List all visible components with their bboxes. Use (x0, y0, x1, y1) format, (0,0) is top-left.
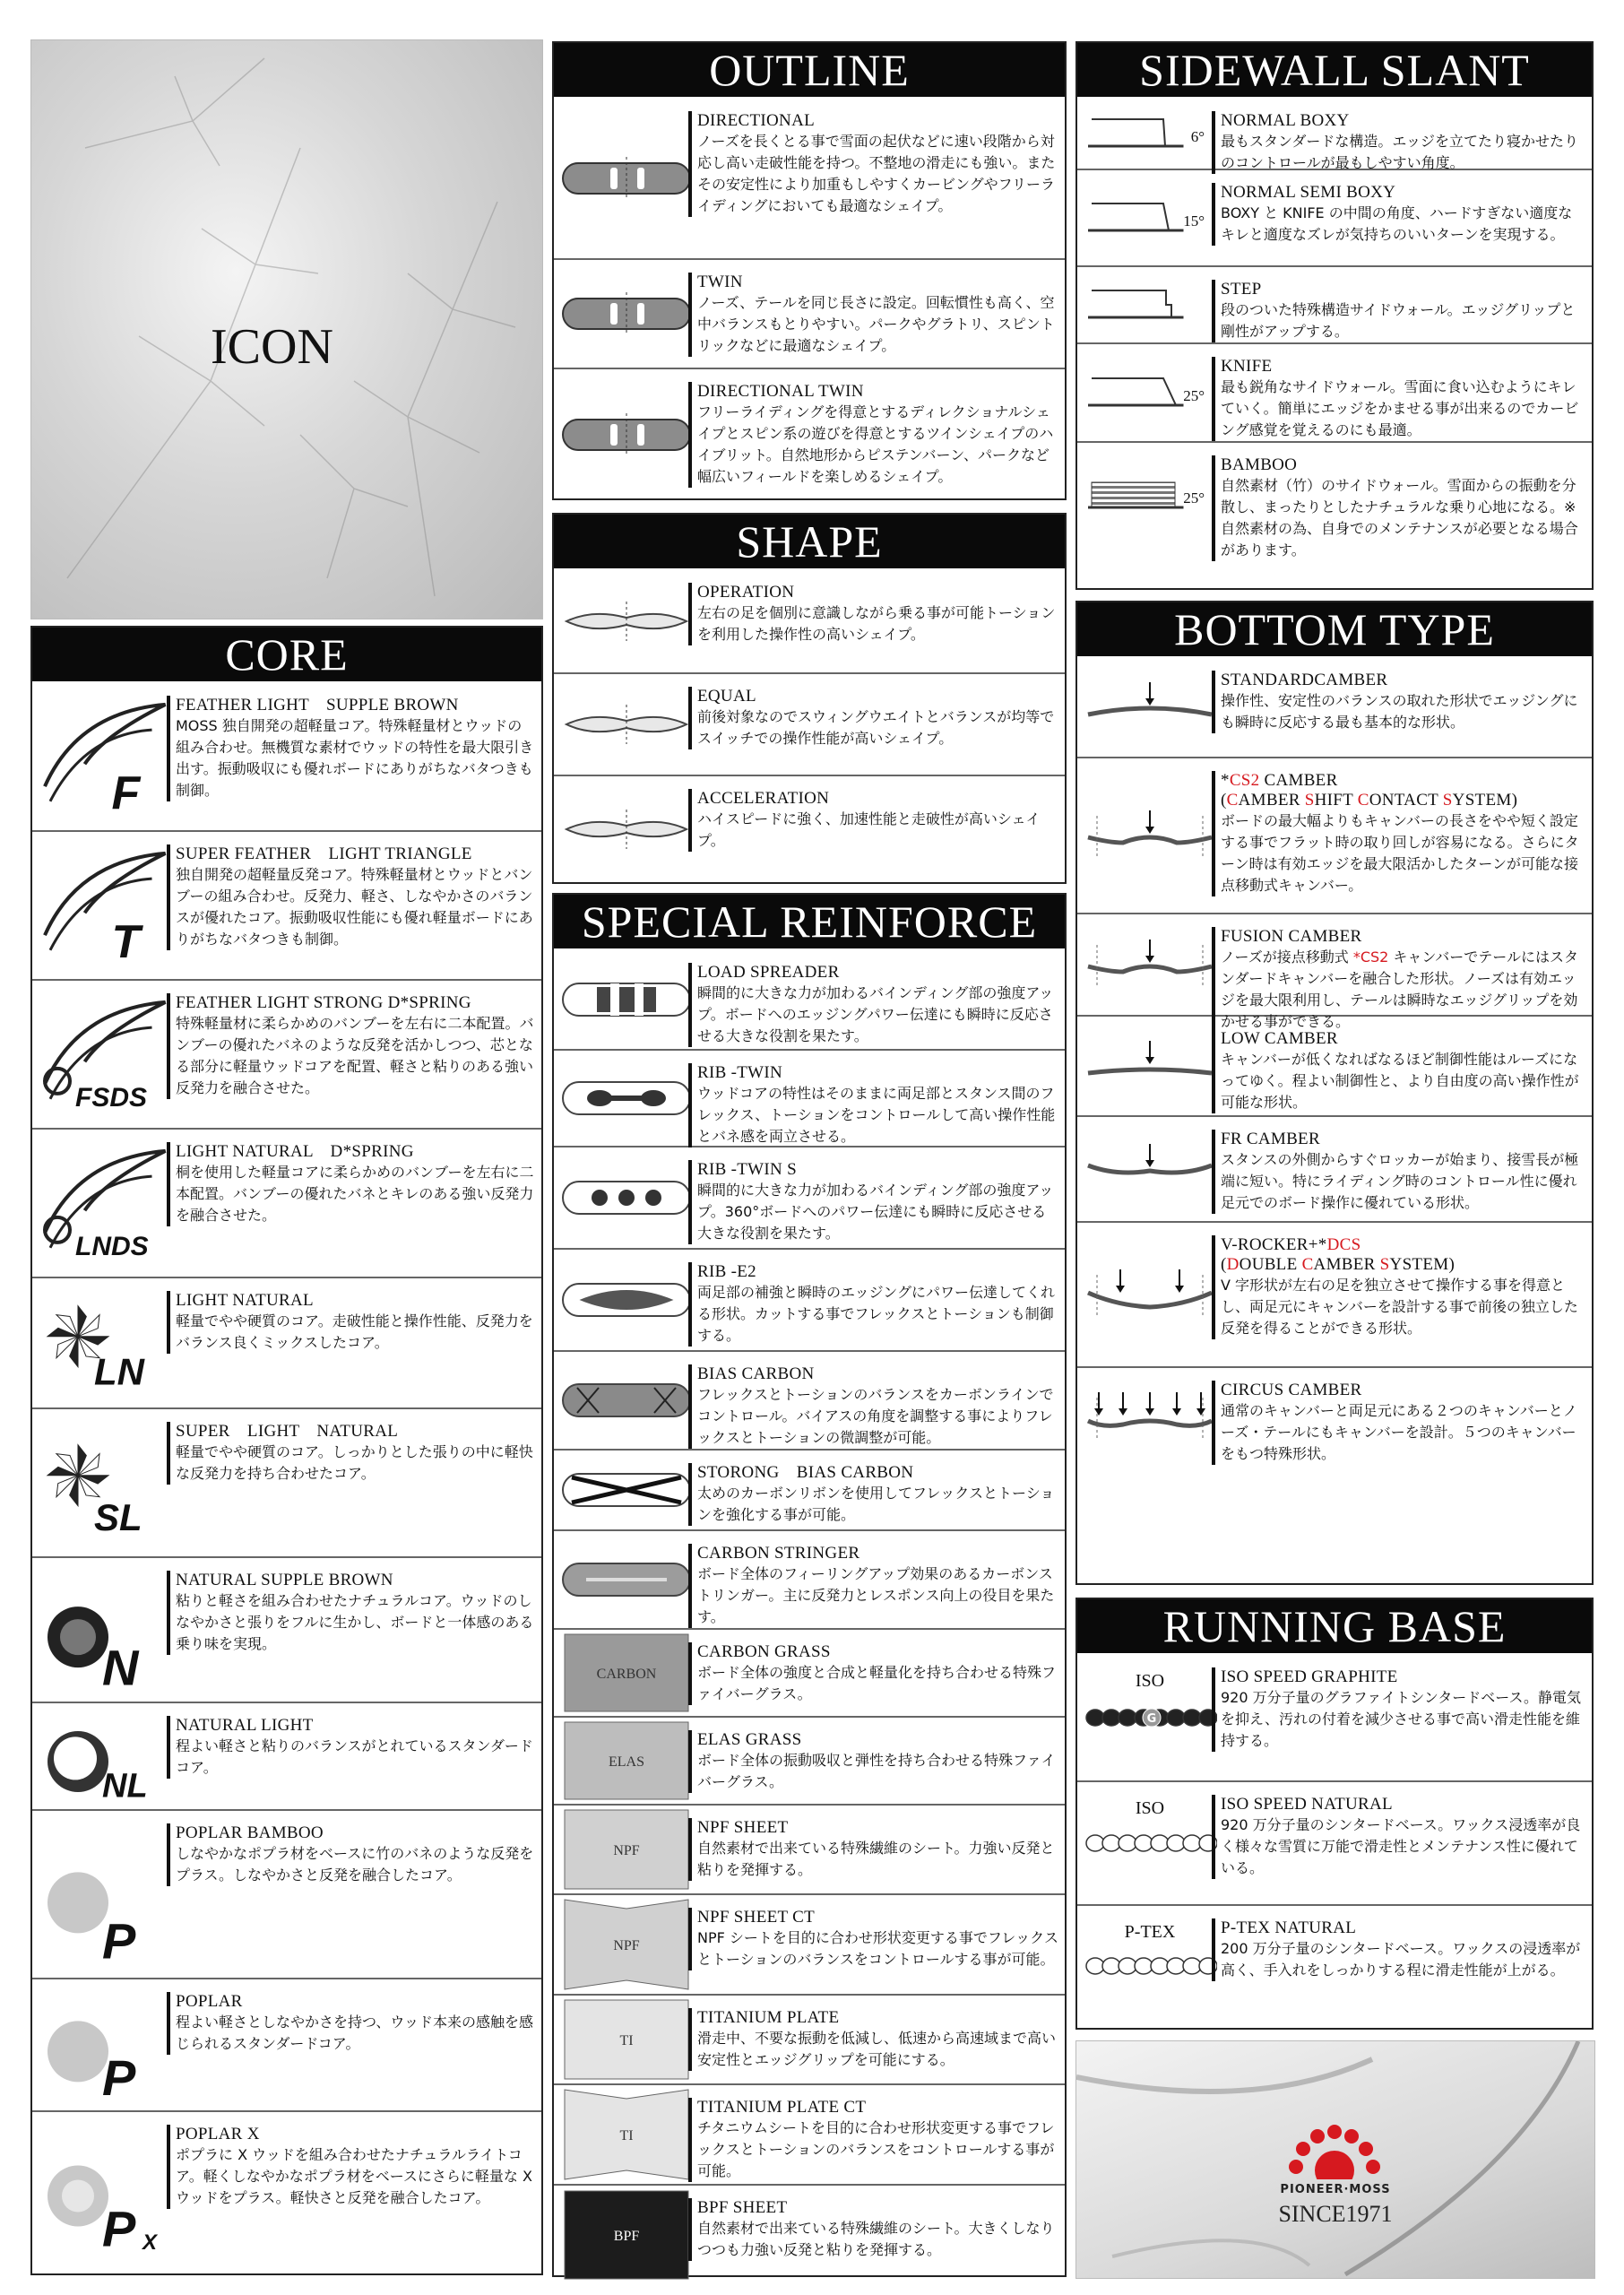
sidewall-text (1212, 183, 1586, 246)
reinforce-item (554, 1250, 1065, 1352)
core-item-title: LIGHT NATURAL (176, 1291, 314, 1310)
outline-icon (559, 260, 694, 368)
brand-since: SINCE1971 (1278, 2201, 1393, 2227)
outline-item-title: TWIN (697, 273, 743, 291)
shape-text (688, 583, 1059, 645)
reinforce-icon (559, 1630, 694, 1716)
shape-item-title: ACCELERATION (697, 789, 830, 808)
running-header: RUNNING BASE (1077, 1599, 1592, 1653)
core-item-title: SUPER FEATHER LIGHT TRIANGLE (176, 844, 472, 863)
sidewall-icon (1083, 443, 1217, 547)
core-item-title: POPLAR BAMBOO (176, 1823, 324, 1842)
core-item-desc: 特殊軽量材に柔らかめのバンブーを左右に二本配置。バンブーの優れたバネのような反発を活かしつつ、芯となる部分に軽量ウッドコアを配置、軽さと粘りのある強い反発力を融合させた。 (176, 1015, 534, 1096)
core-item-title: FEATHER LIGHT SUPPLE BROWN (176, 696, 459, 714)
core-text (167, 1142, 536, 1226)
sidewall-item (1077, 344, 1592, 443)
bottom-text (1212, 671, 1586, 733)
core-icon (38, 2112, 172, 2265)
reinforce-icon (559, 2186, 694, 2284)
reinforce-text (688, 1463, 1059, 1526)
core-text (167, 1716, 536, 1779)
reinforce-item-title: LOAD SPREADER (697, 963, 840, 982)
svg-text:BPF: BPF (613, 2229, 640, 2244)
bottom-item (1077, 658, 1592, 758)
hero-title: ICON (211, 319, 333, 375)
reinforce-item (554, 1806, 1065, 1895)
outline-text (688, 273, 1059, 357)
bottom-item-desc: 操作性、安定性のバランスの取れた形状でエッジングにも瞬時に反応する最も基本的な形状。 (1221, 692, 1578, 731)
sidewall-icon (1083, 99, 1217, 169)
outline-item-desc: フリーライディングを得意とするディレクショナルシェイプとスピン系の遊びを得意とするツインシェイプのハイブリット。自然地形からピステンバーン、パークなど幅広いフィールドを楽しめるシェイプ。 (697, 403, 1054, 485)
bottom-item-subtitle: (CAMBER SHIFT CONTACT SYSTEM) (1221, 791, 1518, 810)
core-text (167, 2125, 536, 2209)
reinforce-item-title: STORONG BIAS CARBON (697, 1463, 914, 1482)
reinforce-item-title: BPF SHEET (697, 2198, 788, 2217)
outline-text (688, 382, 1059, 488)
bottom-item (1077, 1017, 1592, 1117)
core-item (32, 1811, 541, 1979)
outline-item-title: DIRECTIONAL TWIN (697, 382, 864, 401)
reinforce-item (554, 1352, 1065, 1451)
reinforce-item-title: RIB -E2 (697, 1262, 756, 1281)
bottom-item-desc: ボードの最大幅よりもキャンバーの長さをやや短く設定する事でフラット時の取り回しが容易になる。さらにターン時は有効エッジを最大限活かしたターンが可能な接点移動式キャンバー。 (1221, 812, 1579, 894)
core-header: CORE (32, 628, 541, 681)
bottom-item-title: FUSION CAMBER (1221, 927, 1362, 946)
running-item-desc: 920 万分子量のグラファイトシンタードベース。静電気を抑え、汚れの付着を減少させる事で高い滑走性能を維持する。 (1221, 1689, 1581, 1749)
core-icon (38, 683, 172, 830)
reinforce-item-desc: ボード全体のフィーリングアップ効果のあるカーボンストリンガー。主に反発力とレスポンス向上の役目を果たす。 (697, 1565, 1055, 1625)
core-item-desc: 程よい軽さと粘りのバランスがとれているスタンダードコア。 (176, 1737, 533, 1776)
sidewall-item-title: KNIFE (1221, 357, 1273, 376)
core-item (32, 832, 541, 981)
reinforce-item (554, 1718, 1065, 1806)
bottom-text (1212, 1381, 1586, 1465)
shape-item (554, 776, 1065, 882)
svg-text:G: G (1146, 1712, 1157, 1726)
svg-text:NPF: NPF (613, 1843, 640, 1858)
reinforce-icon (559, 1806, 694, 1893)
reinforce-item-title: CARBON GRASS (697, 1642, 831, 1661)
core-item-title: POPLAR (176, 1992, 243, 2011)
reinforce-item-desc: 自然素材で出来ている特殊繊維のシート。力強い反発と粘りを発揮する。 (697, 1840, 1055, 1878)
reinforce-item-desc: 自然素材で出来ている特殊繊維のシート。大きくしなりつつも力強い反発と粘りを発揮する。 (697, 2220, 1055, 2258)
sidewall-icon (1083, 170, 1217, 265)
core-icon (38, 1409, 172, 1556)
core-item-desc: 桐を使用した軽量コアに柔らかめのバンブーを左右に二本配置。バンブーの優れたバネとキレのある強い反発力を融合させた。 (176, 1164, 534, 1224)
bottom-text (1212, 771, 1586, 896)
reinforce-text (688, 1364, 1059, 1449)
bottom-item (1077, 1223, 1592, 1368)
bottom-item-title: CIRCUS CAMBER (1221, 1381, 1362, 1399)
reinforce-text (688, 1063, 1059, 1148)
sidewall-text (1212, 111, 1586, 174)
running-item-title: ISO SPEED NATURAL (1221, 1795, 1393, 1814)
running-item (1077, 1906, 1592, 2026)
svg-text:X: X (143, 2230, 158, 2255)
core-text (167, 1992, 536, 2055)
sidewall-item-title: BAMBOO (1221, 455, 1298, 474)
core-item (32, 1703, 541, 1811)
core-text (167, 696, 536, 801)
shape-item-desc: 前後対象なのでスウィングウエイトとバランスが均等でスイッチでの操作性能が高いシェイプ。 (697, 708, 1055, 747)
bottom-text (1212, 1235, 1586, 1339)
bottom-item-title: LOW CAMBER (1221, 1029, 1338, 1048)
sidewall-item (1077, 443, 1592, 559)
core-item (32, 1558, 541, 1703)
sidewall-item-desc: BOXY と KNIFE の中間の角度、ハードすぎない適度なキレと適度なズレが気持ちのいいターンを実現する。 (1221, 204, 1573, 243)
core-item-title: POPLAR X (176, 2125, 260, 2143)
reinforce-item-title: TITANIUM PLATE CT (697, 2098, 867, 2117)
core-panel (30, 626, 543, 2275)
sidewall-item (1077, 267, 1592, 344)
bottom-text (1212, 1130, 1586, 1214)
reinforce-icon (559, 1718, 694, 1804)
core-item-desc: ポプラに X ウッドを組み合わせたナチュラルライトコア。軽くしなやかなポプラ材をベースにさらに軽量な X ウッドをプラス。軽快さと反発を融合したコア。 (176, 2146, 532, 2206)
core-icon (38, 1278, 172, 1407)
svg-text:TI: TI (619, 2128, 634, 2143)
bottom-item-title: STANDARDCAMBER (1221, 671, 1388, 689)
running-item (1077, 1655, 1592, 1782)
shape-icon (559, 570, 694, 672)
pioneer-moss-logo (1276, 2117, 1393, 2179)
core-item-desc: 独自開発の超軽量反発コア。特殊軽量材とウッドとバンブーの組み合わせ。反発力、軽さ、しなやかさのバランスが優れたコア。振動吸収性能にも優れ軽量ボードにありがちなバタつきも制御。 (176, 866, 533, 948)
svg-text:P: P (102, 1912, 136, 1970)
reinforce-icon (559, 1996, 694, 2083)
svg-text:NL: NL (102, 1767, 148, 1806)
sidewall-text (1212, 455, 1586, 561)
reinforce-item-title: RIB -TWIN S (697, 1160, 797, 1179)
reinforce-item-title: NPF SHEET (697, 1818, 789, 1837)
reinforce-text (688, 1908, 1059, 1970)
reinforce-item (554, 2085, 1065, 2186)
brand-name: PIONEER·MOSS (1280, 2183, 1391, 2196)
bottom-icon (1083, 1017, 1217, 1115)
reinforce-item (554, 950, 1065, 1051)
reinforce-item-title: NPF SHEET CT (697, 1908, 815, 1927)
svg-text:N: N (102, 1639, 139, 1696)
outline-item (554, 99, 1065, 260)
sidewall-panel (1075, 41, 1594, 590)
sidewall-angle: 6° (1190, 128, 1205, 145)
reinforce-item-desc: ウッドコアの特性はそのままに両足部とスタンス間のフレックス、トーションをコントロールして高い操作性能とバネ感を両立させる。 (697, 1085, 1056, 1145)
core-icon (38, 1979, 172, 2110)
reinforce-item (554, 1451, 1065, 1531)
bottom-item (1077, 1368, 1592, 1467)
outline-header: OUTLINE (554, 43, 1065, 97)
brand-photo (1075, 2040, 1595, 2279)
sidewall-icon (1083, 344, 1217, 441)
bottom-item-desc: 通常のキャンバーと両足元にある２つのキャンバーとノーズ・テールにもキャンバーを設計。５つのキャンバーをもつ特殊形状。 (1221, 1402, 1577, 1462)
core-text (167, 1571, 536, 1655)
running-item-desc: 200 万分子量のシンタードベース。ワックスの浸透率が高く、手入れをしっかりする程に滑走性能が上がる。 (1221, 1940, 1581, 1979)
reinforce-item-title: RIB -TWIN (697, 1063, 783, 1082)
reinforce-icon (559, 1051, 694, 1146)
core-item-desc: MOSS 独自開発の超軽量コア。特殊軽量材とウッドの組み合わせ。無機質な素材でウッドの特性を最大限引き出す。振動吸収にも優れボードにありがちなバタつきも制御。 (176, 717, 534, 799)
core-icon (38, 981, 172, 1128)
core-item (32, 981, 541, 1130)
reinforce-text (688, 2098, 1059, 2182)
reinforce-text (688, 963, 1059, 1047)
reinforce-text (688, 2198, 1059, 2261)
reinforce-icon (559, 950, 694, 1049)
core-item-title: NATURAL SUPPLE BROWN (176, 1571, 393, 1589)
reinforce-text (688, 1642, 1059, 1705)
bottom-panel (1075, 601, 1594, 1585)
running-text (1212, 1795, 1586, 1879)
reinforce-item-title: ELAS GRASS (697, 1730, 802, 1749)
core-text (167, 1291, 536, 1354)
shape-text (688, 687, 1059, 749)
bottom-header: BOTTOM TYPE (1077, 602, 1592, 656)
shape-item (554, 674, 1065, 776)
reinforce-item (554, 1051, 1065, 1148)
bottom-item-title: FR CAMBER (1221, 1130, 1320, 1148)
shape-item (554, 570, 1065, 674)
sidewall-item-title: NORMAL BOXY (1221, 111, 1350, 130)
core-item (32, 1278, 541, 1409)
reinforce-item-desc: ボード全体の振動吸収と弾性を持ち合わせる特殊ファイバーグラス。 (697, 1752, 1056, 1790)
reinforce-item (554, 2186, 1065, 2284)
bottom-text (1212, 1029, 1586, 1113)
sidewall-item-desc: 最もスタンダードな構造。エッジを立てたり寝かせたりのコントロールが最もしやすい角度。 (1221, 133, 1579, 171)
reinforce-item-desc: 瞬間的に大きな力が加わるバインディング部の強度アップ。360°ボードへのパワー伝達にも瞬時に反応させる大きな役割を果たす。 (697, 1182, 1054, 1242)
running-item-title: ISO SPEED GRAPHITE (1221, 1667, 1398, 1686)
reinforce-item-desc: 両足部の補強と瞬時のエッジングにパワー伝達してくれる形状。カットする事でフレックスとトーションも制御する。 (697, 1284, 1055, 1344)
svg-text:F: F (111, 767, 141, 820)
shape-header: SHAPE (554, 515, 1065, 568)
shape-item-desc: ハイスピードに強く、加速性能と走破性が高いシェイプ。 (697, 810, 1041, 849)
shape-item-title: EQUAL (697, 687, 756, 706)
reinforce-icon (559, 2085, 694, 2184)
reinforce-item (554, 1630, 1065, 1718)
svg-text:T: T (111, 916, 141, 969)
reinforce-item-title: TITANIUM PLATE (697, 2008, 840, 2027)
running-item-desc: 920 万分子量のシンタードベース。ワックス浸透率が良く様々な雪質に万能で滑走性とメンテナンス性に優れている。 (1221, 1816, 1581, 1876)
reinforce-item-desc: ボード全体の強度と合成と軽量化を持ち合わせる特殊ファイバーグラス。 (697, 1664, 1057, 1702)
bottom-icon (1083, 1117, 1217, 1221)
core-icon (38, 1703, 172, 1809)
reinforce-item-desc: NPF シートを目的に合わせ形状変更する事でフレックスとトーションのバランスをコントロールする事が可能。 (697, 1929, 1058, 1968)
reinforce-icon (559, 1451, 694, 1529)
reinforce-text (688, 1160, 1059, 1244)
core-item (32, 1130, 541, 1278)
running-item (1077, 1782, 1592, 1906)
shape-icon (559, 776, 694, 882)
svg-text:SL: SL (94, 1496, 143, 1539)
sidewall-angle: 25° (1183, 387, 1205, 404)
bottom-item (1077, 1117, 1592, 1223)
running-text (1212, 1667, 1586, 1752)
core-item (32, 1979, 541, 2112)
sidewall-header: SIDEWALL SLANT (1077, 43, 1592, 97)
reinforce-item (554, 1895, 1065, 1996)
running-text (1212, 1918, 1586, 1981)
reinforce-icon (559, 1250, 694, 1350)
sidewall-item-title: NORMAL SEMI BOXY (1221, 183, 1396, 202)
shape-icon (559, 674, 694, 775)
bottom-item (1077, 914, 1592, 1030)
reinforce-item-desc: チタニウムシートを目的に合わせ形状変更する事でフレックスとトーションのバランスをコントロールする事が可能。 (697, 2119, 1055, 2179)
sidewall-text (1212, 280, 1586, 342)
core-text (167, 844, 536, 950)
outline-icon (559, 369, 694, 500)
svg-text:TI: TI (619, 2033, 634, 2048)
reinforce-item-desc: フレックスとトーションのバランスをカーボンラインでコントロール。バイアスの角度を調整する事によりフレックスとトーションの微調整が可能。 (697, 1386, 1054, 1446)
bottom-icon (1083, 658, 1217, 757)
core-icon (38, 832, 172, 979)
core-item-desc: 軽量でやや硬質のコア。しっかりとした張りの中に軽快な反発力を持ち合わせたコア。 (176, 1443, 533, 1482)
running-icon (1083, 1655, 1217, 1780)
shape-item-title: OPERATION (697, 583, 795, 602)
running-base-label: P-TEX (1124, 1922, 1176, 1942)
svg-text:LNDS: LNDS (75, 1232, 149, 1262)
core-icon (38, 1130, 172, 1277)
svg-text:P: P (102, 2049, 136, 2107)
running-base-label: ISO (1135, 1798, 1165, 1818)
reinforce-icon (559, 1895, 694, 1994)
reinforce-item-title: CARBON STRINGER (697, 1544, 860, 1563)
bottom-icon (1083, 758, 1217, 913)
outline-icon (559, 99, 694, 258)
sidewall-item-desc: 段のついた特殊構造サイドウォール。エッジグリップと剛性がアップする。 (1221, 301, 1576, 340)
bottom-item-desc: キャンバーが低くなればなるほど制御性能はルーズになってゆく。程よい制御性と、より自由度の高い操作性が可能な形状。 (1221, 1051, 1579, 1111)
core-icon (38, 1558, 172, 1702)
core-item-desc: しなやかなポプラ材をベースに竹のバネのような反発をプラス。しなやかさと反発を融合したコア。 (176, 1845, 534, 1884)
svg-text:NPF: NPF (613, 1938, 640, 1953)
core-item (32, 1409, 541, 1558)
outline-panel (552, 41, 1067, 500)
bottom-icon (1083, 1223, 1217, 1366)
outline-item-desc: ノーズ、テールを同じ長さに設定。回転慣性も高く、空中バランスもとりやすい。パークやグラトリ、スピントリックなどに最適なシェイプ。 (697, 294, 1055, 354)
reinforce-text (688, 2008, 1059, 2071)
shape-text (688, 789, 1059, 852)
outline-item-desc: ノーズを長くとる事で雪面の起伏などに速い段階から対応し高い走破性能を持つ。不整地の滑走にも強い。またその安定性により加重もしやすくカービングやフリーライディングにおいても最適なシェイプ。 (697, 133, 1056, 214)
bottom-item (1077, 758, 1592, 914)
bottom-icon (1083, 1368, 1217, 1467)
running-base-label: ISO (1135, 1671, 1165, 1691)
outline-text (688, 111, 1059, 217)
reinforce-text (688, 1544, 1059, 1628)
core-item-desc: 程よい軽さとしなやかさを持つ、ウッド本来の感触を感じられるスタンダードコア。 (176, 2014, 534, 2052)
svg-text:ELAS: ELAS (609, 1754, 644, 1770)
core-text (167, 1823, 536, 1886)
running-icon (1083, 1782, 1217, 1904)
sidewall-angle: 25° (1183, 489, 1205, 507)
svg-text:LN: LN (94, 1350, 144, 1393)
reinforce-icon (559, 1352, 694, 1449)
shape-item-desc: 左右の足を個別に意識しながら乗る事が可能トーションを利用した操作性の高いシェイプ。 (697, 604, 1056, 643)
sidewall-icon (1083, 267, 1217, 342)
reinforce-text (688, 1730, 1059, 1793)
shape-panel (552, 513, 1067, 884)
outline-item (554, 260, 1065, 369)
running-panel (1075, 1598, 1594, 2030)
reinforce-header: SPECIAL REINFORCE (554, 895, 1065, 948)
bottom-item-desc: V 字形状が左右の足を独立させて操作する事を得意とし、両足元にキャンバーを設計する事で前後の独立した反発を得ることができる形状。 (1221, 1277, 1578, 1337)
svg-text:CARBON: CARBON (596, 1667, 657, 1682)
core-text (167, 1422, 536, 1485)
outline-item-title: DIRECTIONAL (697, 111, 816, 130)
core-item-title: FEATHER LIGHT STRONG D*SPRING (176, 993, 471, 1012)
outline-item (554, 369, 1065, 500)
sidewall-item (1077, 170, 1592, 267)
sidewall-text (1212, 357, 1586, 441)
core-item-title: LIGHT NATURAL D*SPRING (176, 1142, 414, 1161)
bottom-item-title: *CS2 CAMBER (1221, 771, 1338, 790)
running-icon (1083, 1906, 1217, 2026)
core-item (32, 2112, 541, 2265)
reinforce-item (554, 1148, 1065, 1250)
bottom-item-title: V-ROCKER+*DCS (1221, 1235, 1361, 1254)
svg-text:FSDS: FSDS (75, 1083, 148, 1113)
core-item-desc: 軽量でやや硬質のコア。走破性能と操作性能、反発力をバランス良くミックスしたコア。 (176, 1312, 533, 1351)
reinforce-item-desc: 太めのカーボンリボンを使用してフレックスとトーションを強化する事が可能。 (697, 1485, 1055, 1523)
bottom-item-subtitle: (DOUBLE CAMBER SYSTEM) (1221, 1255, 1456, 1274)
reinforce-item (554, 1996, 1065, 2085)
reinforce-item (554, 1531, 1065, 1630)
running-item-title: P-TEX NATURAL (1221, 1918, 1357, 1937)
sidewall-item-title: STEP (1221, 280, 1262, 299)
core-item-desc: 粘りと軽さを組み合わせたナチュラルコア。ウッドのしなやかさと張りをフルに生かし、ボードと一体感のある乗り味を実現。 (176, 1592, 534, 1652)
bottom-item-desc: ノーズが接点移動式 *CS2 キャンバーでテールにはスタンダードキャンバーを融合した形状。ノーズは有効エッジを最大限利用し、テールは瞬時なエッジグリップを効かせる事ができる。 (1221, 948, 1578, 1030)
sidewall-item-desc: 最も鋭角なサイドウォール。雪面に食い込むようにキレていく。簡単にエッジをかませる事が出来るのでカービング感覚を覚えるのにも最適。 (1221, 378, 1579, 438)
bottom-item-desc: スタンスの外側からすぐロッカーが始まり、接雪長が極端に短い。特にライディング時のコントロール性に優れ足元でのボード操作に優れている形状。 (1221, 1151, 1579, 1211)
core-item-title: SUPER LIGHT NATURAL (176, 1422, 399, 1441)
sidewall-angle: 15° (1183, 212, 1205, 230)
reinforce-icon (559, 1531, 694, 1628)
reinforce-panel (552, 893, 1067, 2277)
svg-text:P: P (102, 2200, 136, 2257)
reinforce-item-desc: 瞬間的に大きな力が加わるバインディング部の強度アップ。ボードへのエッジングパワー伝達にも瞬時に反応させる大きな役割を果たす。 (697, 984, 1054, 1044)
bottom-icon (1083, 914, 1217, 1015)
core-icon (38, 1811, 172, 1978)
core-item (32, 683, 541, 832)
sidewall-item-desc: 自然素材（竹）のサイドウォール。雪面からの振動を分散し、まったりとしたナチュラルな乗り心地になる。※自然素材の為、自身でのメンテナンスが必要となる場合があります。 (1221, 477, 1578, 559)
reinforce-text (688, 1818, 1059, 1881)
core-text (167, 993, 536, 1099)
reinforce-item-title: BIAS CARBON (697, 1364, 815, 1383)
sidewall-item (1077, 99, 1592, 170)
reinforce-item-desc: 滑走中、不要な振動を低減し、低速から高速域まで高い安定性とエッジグリップを可能にする。 (697, 2030, 1057, 2068)
reinforce-text (688, 1262, 1059, 1347)
hero-photo (30, 39, 543, 619)
reinforce-icon (559, 1148, 694, 1248)
core-item-title: NATURAL LIGHT (176, 1716, 314, 1735)
